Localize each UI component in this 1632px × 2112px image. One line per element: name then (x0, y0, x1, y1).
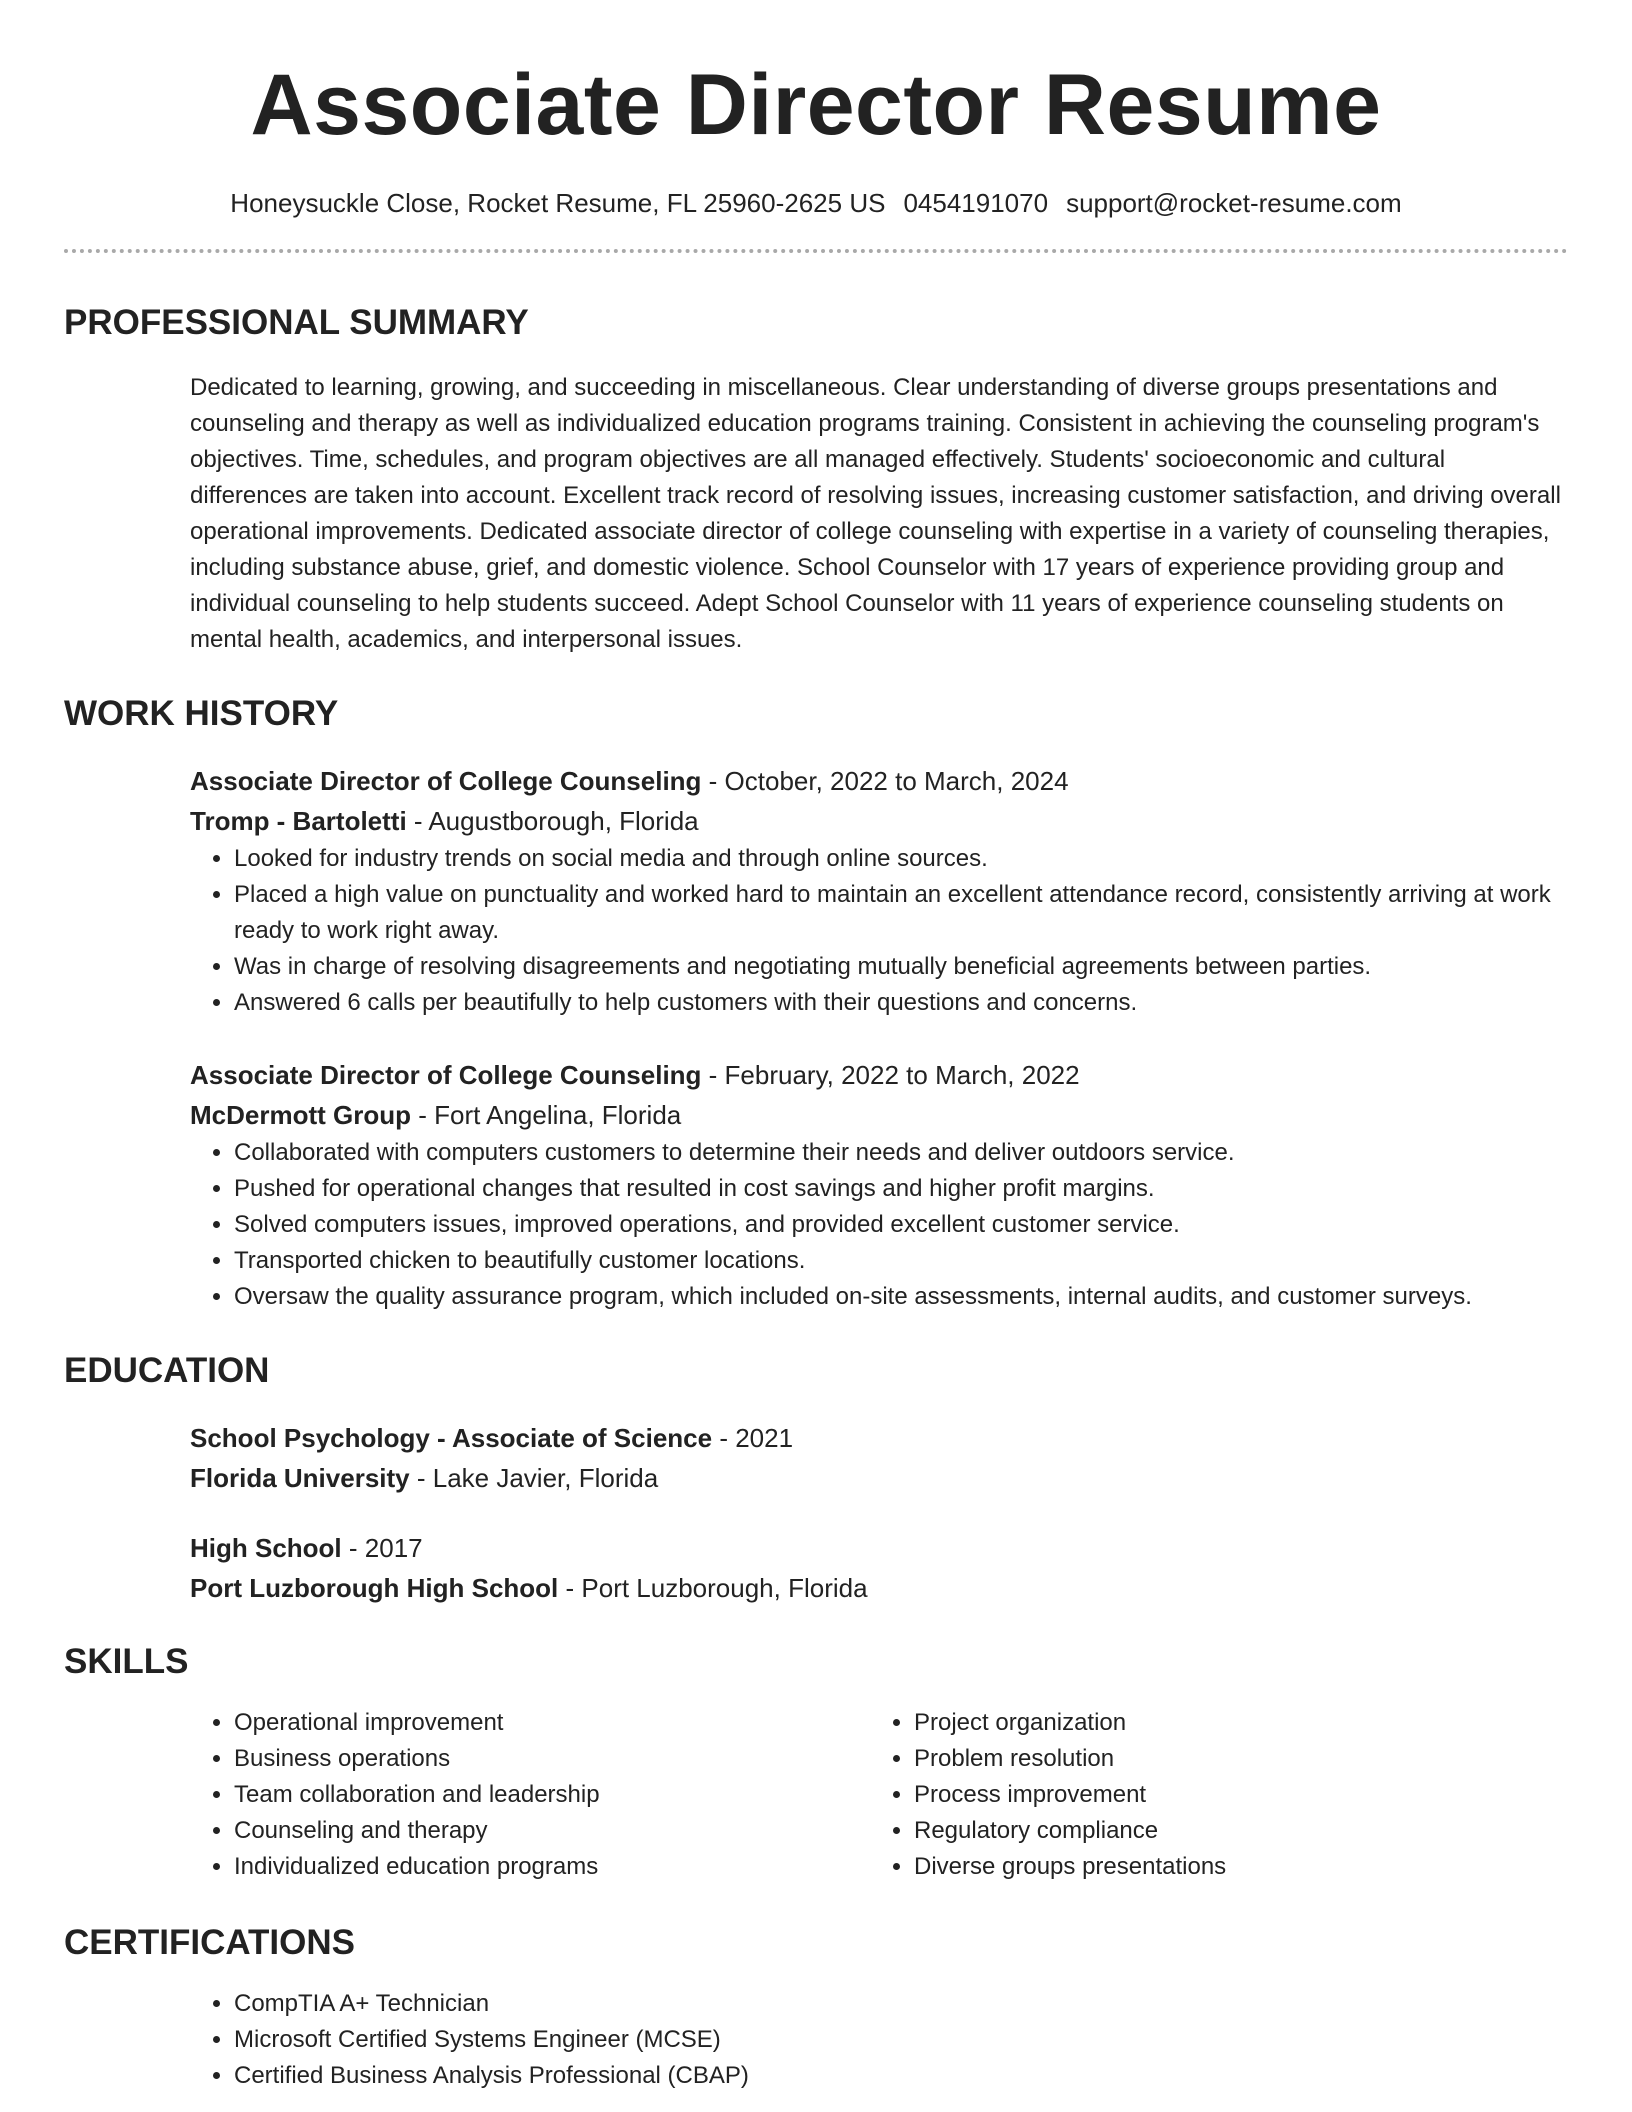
skill-item: • Diverse groups presentations (914, 1849, 1568, 1885)
education-entry (190, 1528, 1568, 1608)
section-title-certifications: CERTIFICATIONS (64, 1923, 356, 1963)
education-location: - Lake Javier, Florida (409, 1463, 659, 1494)
job-company: Tromp - Bartoletti (190, 806, 407, 837)
skill-item: • Problem resolution (914, 1741, 1568, 1777)
skill-item: • Team collaboration and leadership (234, 1777, 870, 1813)
education-entry (190, 1418, 1568, 1498)
certification-item: • CompTIA A+ Technician (234, 1986, 1568, 2022)
education-school: Port Luzborough High School (190, 1573, 559, 1604)
job-role: Associate Director of College Counseling (190, 766, 702, 797)
job-bullets (190, 841, 1568, 1021)
job-bullet: • Collaborated with computers customers to determine their needs and deliver outdoors service. (234, 1135, 1568, 1171)
education-degree-line (190, 1528, 1568, 1568)
skill-item: • Counseling and therapy (234, 1813, 870, 1849)
job-bullet: • Pushed for operational changes that resulted in cost savings and higher profit margins. (234, 1171, 1568, 1207)
skill-item: • Regulatory compliance (914, 1813, 1568, 1849)
job-role-line (190, 761, 1568, 801)
skill-item: • Business operations (234, 1741, 870, 1777)
header-divider (64, 249, 1568, 253)
section-title-education: EDUCATION (64, 1351, 270, 1391)
job-role-line (190, 1055, 1568, 1095)
skill-item: • Operational improvement (234, 1705, 870, 1741)
skill-item: • Individualized education programs (234, 1849, 870, 1885)
job-entry (190, 761, 1568, 1021)
job-dates: - October, 2022 to March, 2024 (701, 766, 1069, 797)
job-bullets (190, 1135, 1568, 1315)
contact-email: support@rocket-resume.com (1066, 188, 1402, 218)
skill-item: • Project organization (914, 1705, 1568, 1741)
job-bullet: • Answered 6 calls per beautifully to help customers with their questions and concerns. (234, 985, 1568, 1021)
contact-phone: 0454191070 (903, 188, 1049, 218)
summary-text: Dedicated to learning, growing, and succeeding in miscellaneous. Clear understanding of diverse groups presentations and counseling and therapy as well as individualized education programs training. Consistent in achieving the counseling program's objectives. Time, schedules, and program objectives are all managed effectively. Students' socioeconomic and cultural differences are taken into account. Excellent track record of resolving issues, increasing customer satisfaction, and driving overall operational improvements. Dedicated associate director of college counseling with expertise in a variety of counseling therapies, including substance abuse, grief, and domestic violence. School Counselor with 17 years of experience providing group and individual counseling to help students succeed. Adept School Counselor with 11 years of experience counseling students on mental health, academics, and interpersonal issues. (190, 374, 1561, 654)
education-school-line (190, 1458, 1568, 1498)
job-bullet: • Was in charge of resolving disagreements and negotiating mutually beneficial agreements between parties. (234, 949, 1568, 985)
certifications-section (190, 1986, 1568, 2094)
resume-title: Associate Director Resume (250, 57, 1382, 153)
job-bullet: • Placed a high value on punctuality and worked hard to maintain an excellent attendance record, consistently arriving at work ready to work right away. (234, 877, 1568, 949)
education-year: - 2017 (341, 1533, 423, 1564)
job-company-line (190, 801, 1568, 841)
certification-item: • Microsoft Certified Systems Engineer (MCSE) (234, 2022, 1568, 2058)
certification-item: • Certified Business Analysis Professional (CBAP) (234, 2058, 1568, 2094)
education-degree-line (190, 1418, 1568, 1458)
summary-section (190, 370, 1568, 658)
job-location: - Fort Angelina, Florida (411, 1100, 682, 1131)
section-title-summary: PROFESSIONAL SUMMARY (64, 303, 529, 343)
skills-list-right (870, 1705, 1568, 1885)
certifications-list (190, 1986, 1568, 2094)
skills-section (190, 1705, 1568, 1885)
education-location: - Port Luzborough, Florida (558, 1573, 868, 1604)
job-bullet: • Solved computers issues, improved operations, and provided excellent customer service. (234, 1207, 1568, 1243)
job-company: McDermott Group (190, 1100, 411, 1131)
skills-list-left (190, 1705, 870, 1885)
job-entry (190, 1055, 1568, 1315)
section-title-work-history: WORK HISTORY (64, 694, 339, 734)
education-school-line (190, 1568, 1568, 1608)
work-history-section (190, 761, 1568, 1315)
job-role: Associate Director of College Counseling (190, 1060, 702, 1091)
skill-item: • Process improvement (914, 1777, 1568, 1813)
job-bullet: • Oversaw the quality assurance program, which included on-site assessments, internal audits, and customer surveys. (234, 1279, 1568, 1315)
education-school: Florida University (190, 1463, 410, 1494)
job-dates: - February, 2022 to March, 2022 (701, 1060, 1080, 1091)
contact-line (64, 188, 1568, 219)
education-year: - 2021 (712, 1423, 794, 1454)
education-section (190, 1418, 1568, 1608)
job-location: - Augustborough, Florida (406, 806, 699, 837)
job-bullet: • Looked for industry trends on social media and through online sources. (234, 841, 1568, 877)
contact-address: Honeysuckle Close, Rocket Resume, FL 25960-2625 US (230, 188, 886, 218)
section-title-skills: SKILLS (64, 1642, 189, 1682)
job-bullet: • Transported chicken to beautifully customer locations. (234, 1243, 1568, 1279)
education-degree: High School (190, 1533, 342, 1564)
education-degree: School Psychology - Associate of Science (190, 1423, 713, 1454)
job-company-line (190, 1095, 1568, 1135)
